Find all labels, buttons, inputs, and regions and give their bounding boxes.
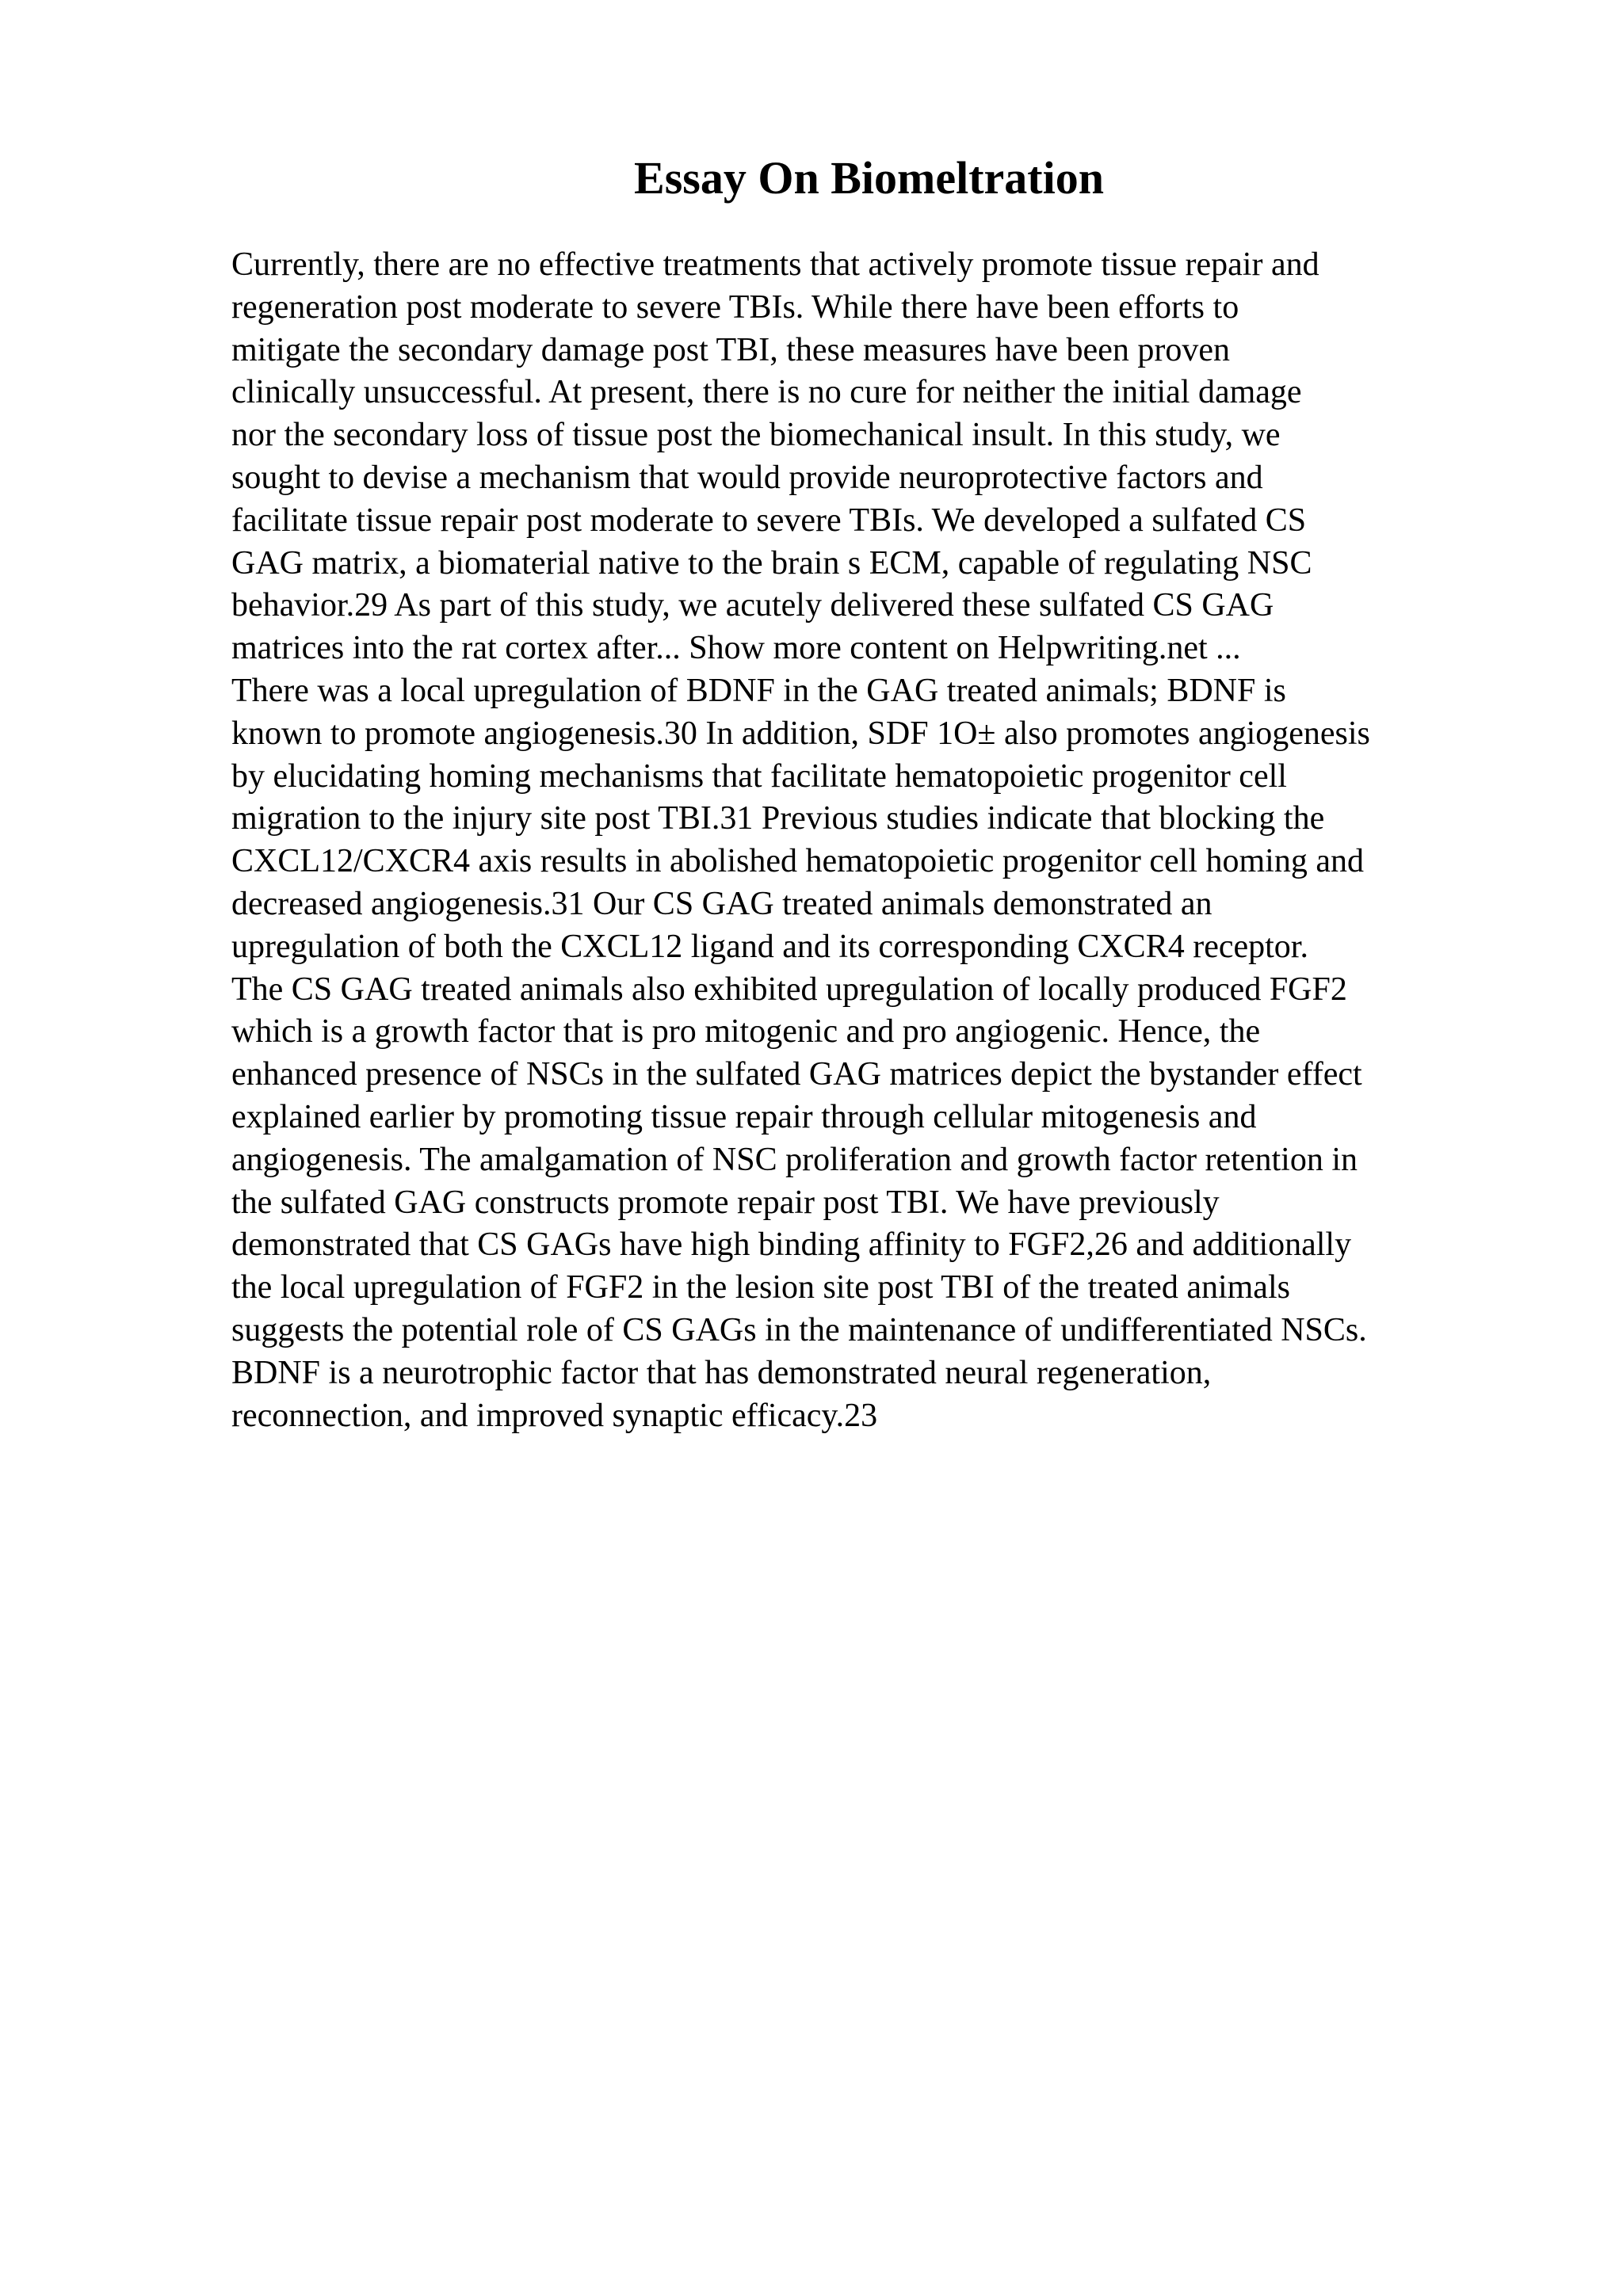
- text-line: reconnection, and improved synaptic efficacy.23: [231, 1397, 878, 1434]
- text-line: demonstrated that CS GAGs have high binding affinity to FGF2,26 and additionally: [231, 1226, 1352, 1264]
- text-line: The CS GAG treated animals also exhibited upregulation of locally produced FGF2: [231, 971, 1347, 1008]
- text-line: by elucidating homing mechanisms that facilitate hematopoietic progenitor cell: [231, 757, 1287, 795]
- text-line: sought to devise a mechanism that would provide neuroprotective factors and: [231, 459, 1263, 496]
- text-line: facilitate tissue repair post moderate to severe TBIs. We developed a sulfated CS: [231, 502, 1307, 539]
- text-line: There was a local upregulation of BDNF in the GAG treated animals; BDNF is: [231, 672, 1286, 709]
- text-line: nor the secondary loss of tissue post the biomechanical insult. In this study, we: [231, 417, 1281, 454]
- text-line: the local upregulation of FGF2 in the lesion site post TBI of the treated animals: [231, 1269, 1290, 1306]
- text-line: known to promote angiogenesis.30 In addition, SDF 1O± also promotes angiogenesis: [231, 715, 1370, 752]
- text-line: BDNF is a neurotrophic factor that has demonstrated neural regeneration,: [231, 1354, 1212, 1391]
- text-line: which is a growth factor that is pro mitogenic and pro angiogenic. Hence, the: [231, 1013, 1261, 1051]
- text-line: Currently, there are no effective treatments that actively promote tissue repair and: [231, 246, 1319, 283]
- text-line: CXCL12/CXCR4 axis results in abolished hematopoietic progenitor cell homing and: [231, 843, 1364, 880]
- text-line: GAG matrix, a biomaterial native to the brain s ECM, capable of regulating NSC: [231, 544, 1312, 582]
- text-line: upregulation of both the CXCL12 ligand and its corresponding CXCR4 receptor.: [231, 928, 1308, 965]
- text-line: suggests the potential role of CS GAGs in the maintenance of undifferentiated NSCs.: [231, 1311, 1367, 1348]
- text-line: angiogenesis. The amalgamation of NSC proliferation and growth factor retention in: [231, 1141, 1358, 1178]
- essay-body: [231, 244, 1531, 1437]
- page-title: Essay On Biomeltration: [634, 152, 1104, 204]
- text-line: behavior.29 As part of this study, we acutely delivered these sulfated CS GAG: [231, 587, 1274, 624]
- text-line: explained earlier by promoting tissue repair through cellular mitogenesis and: [231, 1098, 1257, 1135]
- text-line: migration to the injury site post TBI.31 Previous studies indicate that blocking the: [231, 800, 1325, 837]
- text-line: clinically unsuccessful. At present, there is no cure for neither the initial damage: [231, 374, 1302, 411]
- text-line: regeneration post moderate to severe TBIs. While there have been efforts to: [231, 288, 1239, 326]
- text-line: decreased angiogenesis.31 Our CS GAG treated animals demonstrated an: [231, 885, 1212, 922]
- text-line: the sulfated GAG constructs promote repair post TBI. We have previously: [231, 1184, 1220, 1221]
- text-line: enhanced presence of NSCs in the sulfated GAG matrices depict the bystander effect: [231, 1056, 1362, 1093]
- text-line: mitigate the secondary damage post TBI, these measures have been proven: [231, 331, 1230, 368]
- text-line: matrices into the rat cortex after... Show more content on Helpwriting.net ...: [231, 630, 1241, 667]
